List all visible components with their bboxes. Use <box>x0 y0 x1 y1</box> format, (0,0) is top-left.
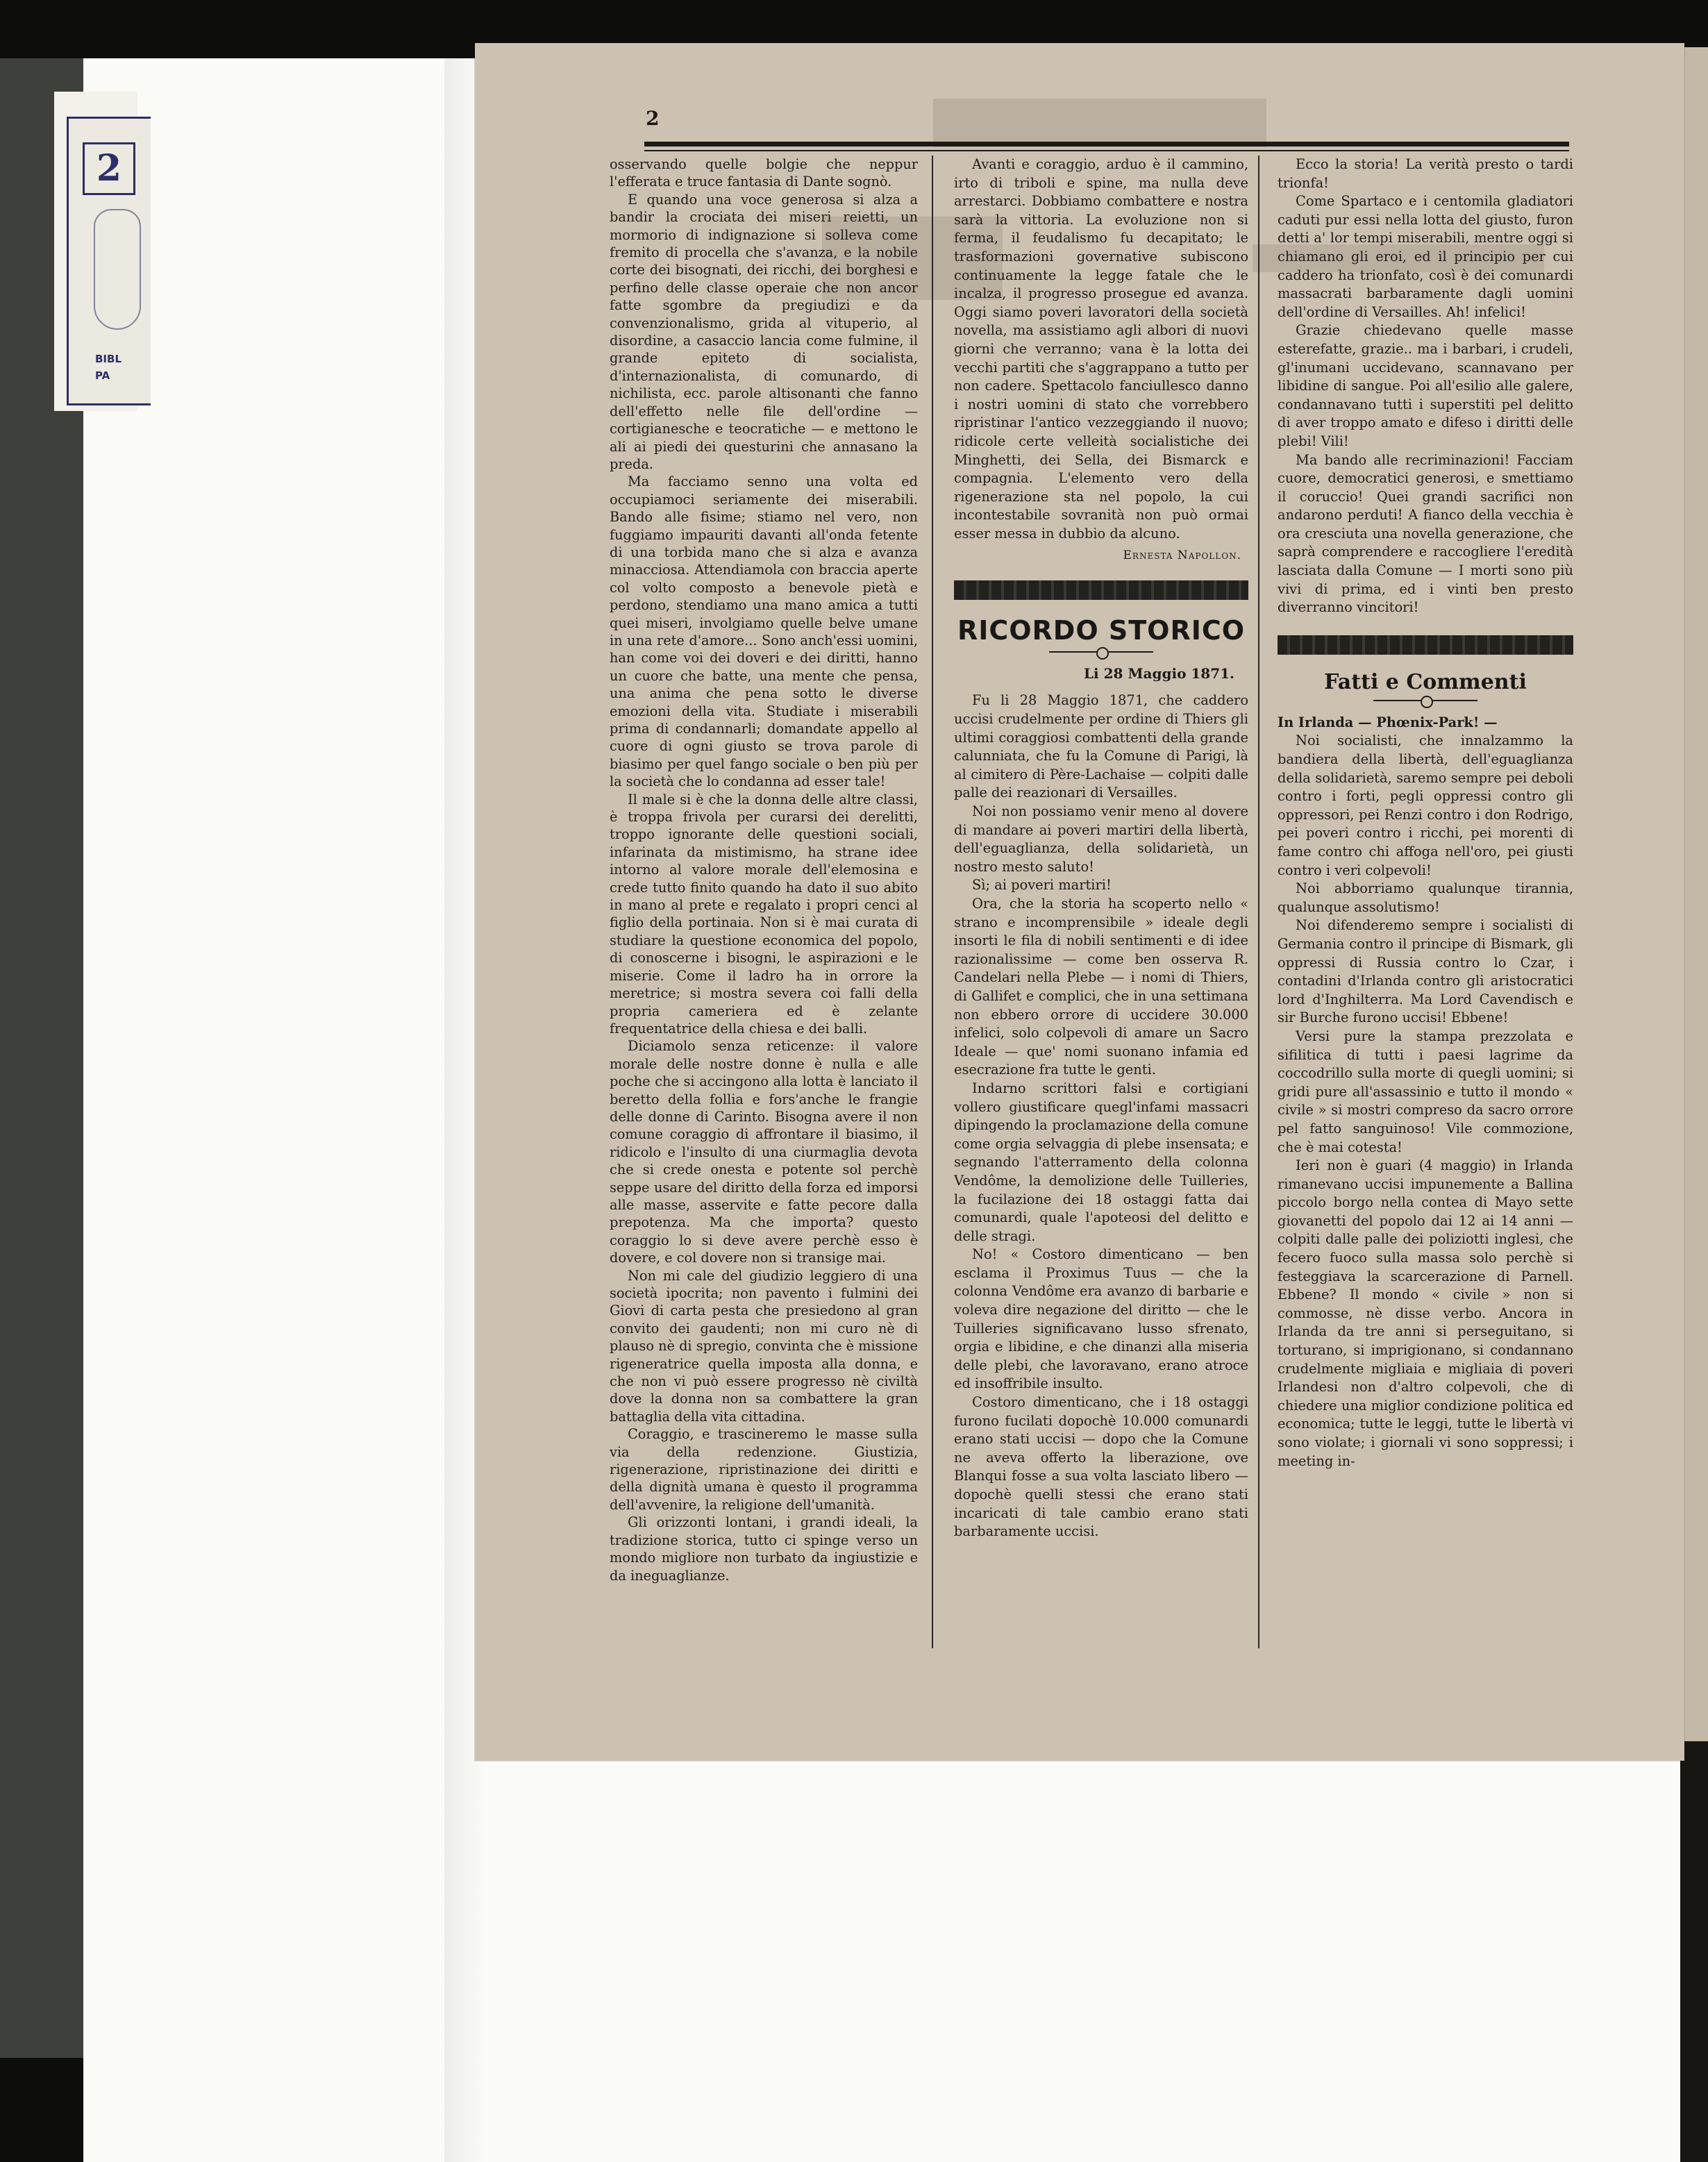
article-paragraph: Noi difenderemo sempre i socialisti di Germania contro il principe di Bismark, gli oppressi di Russia contro lo Czar, i contadini d'Irlanda contro gli aristocratici lord d'Inghilterra. Ma Lord Cavendisch e sir Burche furono uccisi! Ebbene! <box>1278 917 1573 1026</box>
page-number: 2 <box>646 107 660 130</box>
column-2 <box>954 156 1248 1541</box>
article-paragraph: Ma facciamo senno una volta ed occupiamoci seriamente dei miserabili. Bando alle fisime; stiamo nel vero, non fuggiamo impauriti davanti all'onda fetente di una torbida mano che si alza e avanza minacciosa. Attendiamola con braccia aperte col volto composto a benevole pietà e perdono, stendiamo una mano amica a tutti quei miseri, involgiamo quelle belve umane in una rete d'amore... Sono anch'essi uomini, han come voi dei doveri e dei diritti, hanno un cuore che batte, una mente che pensa, una anima che pena sotto le diverse emozioni della vita. Studiate i miserabili prima di condannarli; domandate appello al cuore di ogni giusto se trova parole di biasimo per quel fango sociale o ben più per la società che lo condanna ad esser tale! <box>610 474 918 790</box>
article-paragraph: Come Spartaco e i centomila gladiatori caduti pur essi nella lotta del giusto, furon detti a' lor tempi miserabili, mentre oggi si chiamano gli eroi, ed il principio per cui caddero ha trionfato, così è dei comunardi massacrati barbaramente dagli uomini dell'ordine di Versailles. Ah! infelici! <box>1278 193 1573 320</box>
section-title-fatti-e-commenti: Fatti e Commenti <box>1324 669 1527 694</box>
dark-strip <box>1680 1741 1708 2162</box>
section-title-ricordo-storico: RICORDO STORICO <box>957 615 1246 646</box>
ornament-divider-icon <box>1049 651 1153 653</box>
bleed-through <box>933 99 1266 147</box>
article-paragraph: Indarno scrittori falsi e cortigiani vollero giustificare quegl'infami massacri dipingendo la proclamazione della comune come orgia selvaggia di plebe insensata; e segnando l'atterramento della colonna Vendôme, la demolizione delle Tuilleries, la fucilazione dei 18 ostaggi fatta dai comunardi, quale l'apoteosi del delitto e delle stragi. <box>954 1080 1248 1244</box>
article-paragraph: Avanti e coraggio, arduo è il cammino, irto di triboli e spine, ma nulla deve arrestarci. Dobbiamo combattere e nostra sarà la vittoria. La evoluzione non si ferma, il feudalismo fu decapitato; le trasformazioni governative subiscono continuamente la legge fatale che le incalza, il progresso prosegue ed avanza. Oggi siamo poveri lavoratori della società novella, ma assistiamo agli albori di nuovi giorni che verranno; vana è la lotta dei vecchi partiti che s'aggrappano a tutto per non cadere. Spettacolo fanciullesco danno i nostri uomini di stato che vorrebbero ripristinar l'antico vezzeggiando il nuovo; ridicole certe velleità socialistiche dei Minghetti, dei Sella, dei Bismarck e compagnia. L'elemento vero della rigenerazione sta nel popolo, la cui incontestabile sovranità non può ormai esser messa in dubbio da alcuno. <box>954 156 1248 542</box>
article-paragraph: Versi pure la stampa prezzolata e sifilitica di tutti i paesi lagrime da coccodrillo sulla morte di quegli uomini; si gridi pure all'assassinio e tutto il mondo « civile » si mostri compreso da sacro orrore pel fatto sanguinoso! Vile commozione, che è mai cotesta! <box>1278 1028 1573 1155</box>
article-paragraph: No! « Costoro dimenticano — ben esclama il Proximus Tuus — che la colonna Vendôme era avanzo di barbarie e voleva dire negazione del diritto — che le Tuilleries significavano lusso sfrenato, orgia e libidine, e che dinanzi alla miseria delle plebi, che lavoravano, erano atroce ed insoffribile insulto. <box>954 1246 1248 1392</box>
column-3 <box>1278 156 1573 1470</box>
article-paragraph: Noi abborriamo qualunque tirannia, qualunque assolutismo! <box>1278 880 1573 915</box>
article-paragraph: Non mi cale del giudizio leggiero di una società ipocrita; non pavento i fulmini dei Giovi di carta pesta che presiedono al gran convito dei gaudenti; non mi curo nè di plauso nè di spregio, convinta che è missione rigeneratrice quella imposta alla donna, e che non vi può essere progresso nè civiltà dove la donna non sa combattere la gran battaglia della vita cittadina. <box>610 1267 918 1425</box>
column-rule <box>932 156 933 1648</box>
newspaper-page <box>475 43 1684 1761</box>
article-signature: Ernesta Napollon. <box>1123 548 1241 563</box>
ornament-divider-icon <box>1373 700 1477 701</box>
article-paragraph: Ecco la storia! La verità presto o tardi trionfa! <box>1278 156 1573 191</box>
article-paragraph: E quando una voce generosa si alza a bandir la crociata dei miseri reietti, un mormorio di indignazione si solleva come fremito di procella che s'avanza, e la nobile corte dei bisognati, dei ricchi, dei borghesi e perfino delle classe operaie che non ancor fatte sgombre da pregiudizi e da convenzionalismo, grida al vituperio, al disordine, a casaccio lancia come fulmine, il grande epiteto di socialista, d'internazionalista, di comunardo, di nichilista, ecc. parole altisonanti che fanno dell'effetto nelle file dell'ordine — cortigianesche e teocratiche — e mettono le ali ai piedi dei questurini che annasano la preda. <box>610 191 918 472</box>
article-paragraph: Diciamolo senza reticenze: il valore morale delle nostre donne è nulla e alle poche che si accingono alla lotta è lanciato il beretto della follia e fors'anche le frangie delle donne di Carinto. Bisogna avere il non comune coraggio di affrontare il biasimo, il ridicolo e l'insulto di una ciurmaglia devota che si crede onesta e potente sol perchè seppe usare del diritto della forza ed imporsi alle masse, asservite e fatte pecore dalla prepotenza. Ma che importa? questo coraggio lo si deve avere perchè esso è dovere, e col dovere non si transige mai. <box>610 1038 918 1266</box>
next-page-edge <box>1680 47 1708 1741</box>
article-paragraph: Gli orizzonti lontani, i grandi ideali, la tradizione storica, tutto ci spinge verso un mondo migliore non turbato da ingiustizie e da ineguaglianze. <box>610 1514 918 1584</box>
crest-emblem-icon <box>94 209 141 330</box>
library-stamp-number: 2 <box>83 142 135 195</box>
article-paragraph: Ora, che la storia ha scoperto nello « strano e incomprensibile » ideale degli insorti le fila di nobili sentimenti e di idee razionalissime — come ben osserva R. Candelari nella Plebe — i nomi di Thiers, di Gallifet e complici, che in una settimana non ebbero orrore di uccidere 30.000 infelici, solo colpevoli di amare un Sacro Ideale — que' nomi suonano infamia ed esecrazione fra tutte le genti. <box>954 896 1248 1078</box>
header-rule-thin <box>644 150 1569 151</box>
article-paragraph: Fu li 28 Maggio 1871, che caddero uccisi crudelmente per ordine di Thiers gli ultimi coraggiosi combattenti della grande calunniata, che fu la Comune di Parigi, là al cimitero di Père-Lachaise — colpiti dalle palle dei reazionari di Versailles. <box>954 692 1248 801</box>
article-paragraph: Noi non possiamo venir meno al dovere di mandare ai poveri martiri della libertà, dell'eguaglianza, della solidarietà, un nostro mesto saluto! <box>954 803 1248 875</box>
library-stamp <box>67 117 151 405</box>
ornamental-band <box>954 580 1248 600</box>
article-paragraph: osservando quelle bolgie che neppur l'efferata e truce fantasia di Dante sognò. <box>610 156 918 190</box>
article-paragraph: Sì; ai poveri martiri! <box>972 877 1112 894</box>
article-paragraph: Ma bando alle recriminazioni! Facciam cuore, democratici generosi, e smettiamo il coruccio! Quei grandi sacrifici non andarono perduti! A fianco della vecchia è ora cresciuta una novella generazione, che saprà comprendere e raccogliere l'eredità lasciata dalla Comune — I morti sono più vivi di prima, ed i vinti ben presto diverranno vincitori! <box>1278 451 1573 616</box>
article-paragraph: Costoro dimenticano, che i 18 ostaggi furono fucilati dopochè 10.000 comunardi erano stati uccisi — dopo che la Comune ne aveva offerto la liberazione, ove Blanqui fosse a sua volta lasciato libero — dopochè quelli stessi che erano stati incaricati di tale cambio erano stati barbaramente uccisi. <box>954 1394 1248 1540</box>
library-stamp-text: BIBL PA <box>95 353 122 382</box>
article-paragraph: Grazie chiedevano quelle masse esterefatte, grazie.. ma i barbari, i crudeli, gl'inumani uccidevano, scannavano per libidine di sangue. Poi all'esilio alle galere, condannavano tutti i superstiti pel delitto di aver troppo amato e difeso i diritti delle plebi! Vili! <box>1278 322 1573 449</box>
header-rule <box>644 142 1569 146</box>
news-lead: In Irlanda — Phœnix-Park! — <box>1278 714 1498 730</box>
article-paragraph: Noi socialisti, che innalzammo la bandiera della libertà, dell'eguaglianza della solidarietà, saremo sempre pei deboli contro i forti, pegli oppressi contro gli oppressori, pei Renzi contro i don Rodrigo, pei poveri contro i ricchi, pei morenti di fame contro chi affoga nell'oro, pei giusti contro i veri colpevoli! <box>1278 732 1573 878</box>
article-paragraph: Coraggio, e trascineremo le masse sulla via della redenzione. Giustizia, rigenerazione, ripristinazione dei diritti e della dignità umana è questo il programma dell'avvenire, la religione dell'umanità. <box>610 1426 918 1513</box>
article-dateline: Li 28 Maggio 1871. <box>1083 665 1234 682</box>
ornamental-band <box>1278 635 1573 655</box>
column-rule <box>1258 156 1259 1648</box>
article-paragraph: Ieri non è guari (4 maggio) in Irlanda rimanevano uccisi impunemente a Ballina piccolo borgo nella contea di Mayo sette giovanetti del popolo dai 12 ai 14 anni — colpiti dalle palle dei poliziotti inglesi, che fecero fuoco sulla massa solo perchè si festeggiava la scarcerazione di Parnell. Ebbene? Il mondo « civile » non si commosse, nè disse verbo. Ancora in Irlanda da tre anni si perseguitano, si torturano, si imprigionano, si condannano crudelmente migliaia e migliaia di poveri Irlandesi non d'altro colpevoli, che di chiedere una miglior condizione politica ed economica; tutte le leggi, tutte le libertà vi sono violate; i giornali vi sono soppressi; i meeting in- <box>1278 1157 1573 1469</box>
column-1 <box>610 156 918 1584</box>
article-paragraph: Il male si è che la donna delle altre classi, è troppa frivola per curarsi dei derelitti, troppo ignorante delle questioni sociali, infarinata da mistimismo, ha strane idee intorno al valore morale dell'elemosina e crede tutto finito quando ha dato il suo abito in mano al prete e regalato i propri cenci al figlio della portinaia. Non si è mai curata di studiare la questione economica del popolo, di conoscerne i bisogni, le aspirazioni e le miserie. Come il ladro ha in orrore la meretrice; si mostra severa coi falli della propria cameriera ed è zelante frequentatrice della chiesa e dei balli. <box>610 791 918 1037</box>
